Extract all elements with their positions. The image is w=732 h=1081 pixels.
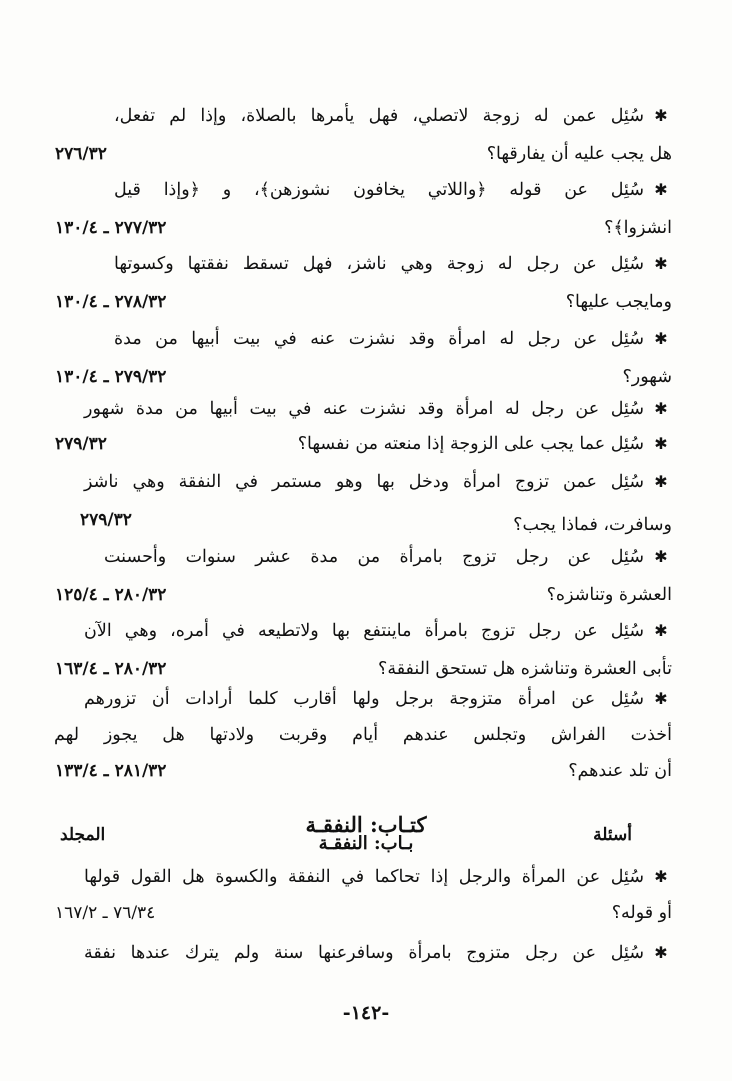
question-line: سُئِل عن رجل له امرأة وقد نشزت عنه في بيت أبيها من مدة شهور <box>84 399 644 419</box>
question-line: أو قوله؟ <box>611 903 672 923</box>
bullet-star-icon: ✱ <box>654 434 668 453</box>
volume-reference: ٢٧٩/٣٢ <box>80 510 132 530</box>
question-line: أخذت الفراش وتجلس عندهم أيام وقربت ولادتها هل يجوز لهم <box>54 725 672 745</box>
bullet-star-icon: ✱ <box>654 180 668 199</box>
question-line: سُئِل عن رجل متزوج بامرأة وسافرعنها سنة ولم يترك عندها نفقة <box>84 943 644 963</box>
book-title: كتـاب: النفقـة <box>305 812 427 837</box>
chapter-title: بـاب: النفقـة <box>318 833 414 854</box>
question-line: العشرة وتناشزه؟ <box>546 585 672 605</box>
volume-reference: ٢٧٩/٣٢ <box>55 434 107 454</box>
question-line: سُئِل عمن تزوج امرأة ودخل بها وهو مستمر في النفقة وهي ناشز <box>84 472 644 492</box>
question-line: سُئِل عن رجل تزوج بامرأة ماينتفع بها ولاتطيعه في أمره، وهي الآن <box>84 621 644 641</box>
question-line: سُئِل عن رجل له امرأة وقد نشزت عنه في بيت أبيها من مدة <box>114 329 644 349</box>
question-line: ومايجب عليها؟ <box>565 292 672 312</box>
volume-reference: ٢٧٦/٣٢ <box>55 144 107 164</box>
question-line: سُئِل عن امرأة متزوجة برجل ولها أقارب كلما أرادات أن تزورهم <box>84 689 644 709</box>
volume-reference: ٢٨٠/٣٢ ـ ١٢٥/٤ <box>55 585 167 605</box>
bullet-star-icon: ✱ <box>654 867 668 886</box>
question-line: سُئِل عن رجل تزوج بامرأة من مدة عشر سنوات وأحسنت <box>104 547 644 567</box>
volume-reference: ٧٦/٣٤ ـ ١٦٧/٢ <box>55 903 156 923</box>
volume-reference: ٢٨٠/٣٢ ـ ١٦٣/٤ <box>55 659 167 679</box>
volume-reference: ٢٧٩/٣٢ ـ ١٣٠/٤ <box>55 367 167 387</box>
question-line: انشزوا﴾؟ <box>604 218 672 238</box>
column-header-volume: المجلد <box>60 825 106 845</box>
question-line: سُئِل عمن له زوجة لاتصلي، فهل يأمرها بالصلاة، وإذا لم تفعل، <box>114 106 644 126</box>
bullet-star-icon: ✱ <box>654 689 668 708</box>
bullet-star-icon: ✱ <box>654 472 668 491</box>
question-line: هل يجب عليه أن يفارقها؟ <box>486 144 672 164</box>
question-line: سُئِل عن رجل له زوجة وهي ناشز، فهل تسقط نفقتها وكسوتها <box>114 254 644 274</box>
question-line: شهور؟ <box>622 367 672 387</box>
question-line: وسافرت، فماذا يجب؟ <box>513 515 672 535</box>
question-line: تأبى العشرة وتناشزه هل تستحق النفقة؟ <box>378 659 672 679</box>
bullet-star-icon: ✱ <box>654 943 668 962</box>
question-line: سُئِل عن قوله ﴿واللاتي يخافون نشوزهن﴾، و ﴿وإذا قيل <box>114 180 644 200</box>
volume-reference: ٢٧٧/٣٢ ـ ١٣٠/٤ <box>55 218 167 238</box>
column-header-questions: أسئلة <box>593 825 632 845</box>
bullet-star-icon: ✱ <box>654 547 668 566</box>
bullet-star-icon: ✱ <box>654 254 668 273</box>
bullet-star-icon: ✱ <box>654 329 668 348</box>
bullet-star-icon: ✱ <box>654 621 668 640</box>
question-line: سُئِل عن المرأة والرجل إذا تحاكما في النفقة والكسوة هل القول قولها <box>84 867 644 887</box>
question-line: سُئِل عما يجب على الزوجة إذا منعته من نفسها؟ <box>297 434 644 454</box>
question-line: أن تلد عندهم؟ <box>568 761 672 781</box>
bullet-star-icon: ✱ <box>654 399 668 418</box>
volume-reference: ٢٧٨/٣٢ ـ ١٣٠/٤ <box>55 292 167 312</box>
page-number: -١٤٢- <box>342 1002 390 1024</box>
volume-reference: ٢٨١/٣٢ ـ ١٣٣/٤ <box>55 761 167 781</box>
bullet-star-icon: ✱ <box>654 106 668 125</box>
